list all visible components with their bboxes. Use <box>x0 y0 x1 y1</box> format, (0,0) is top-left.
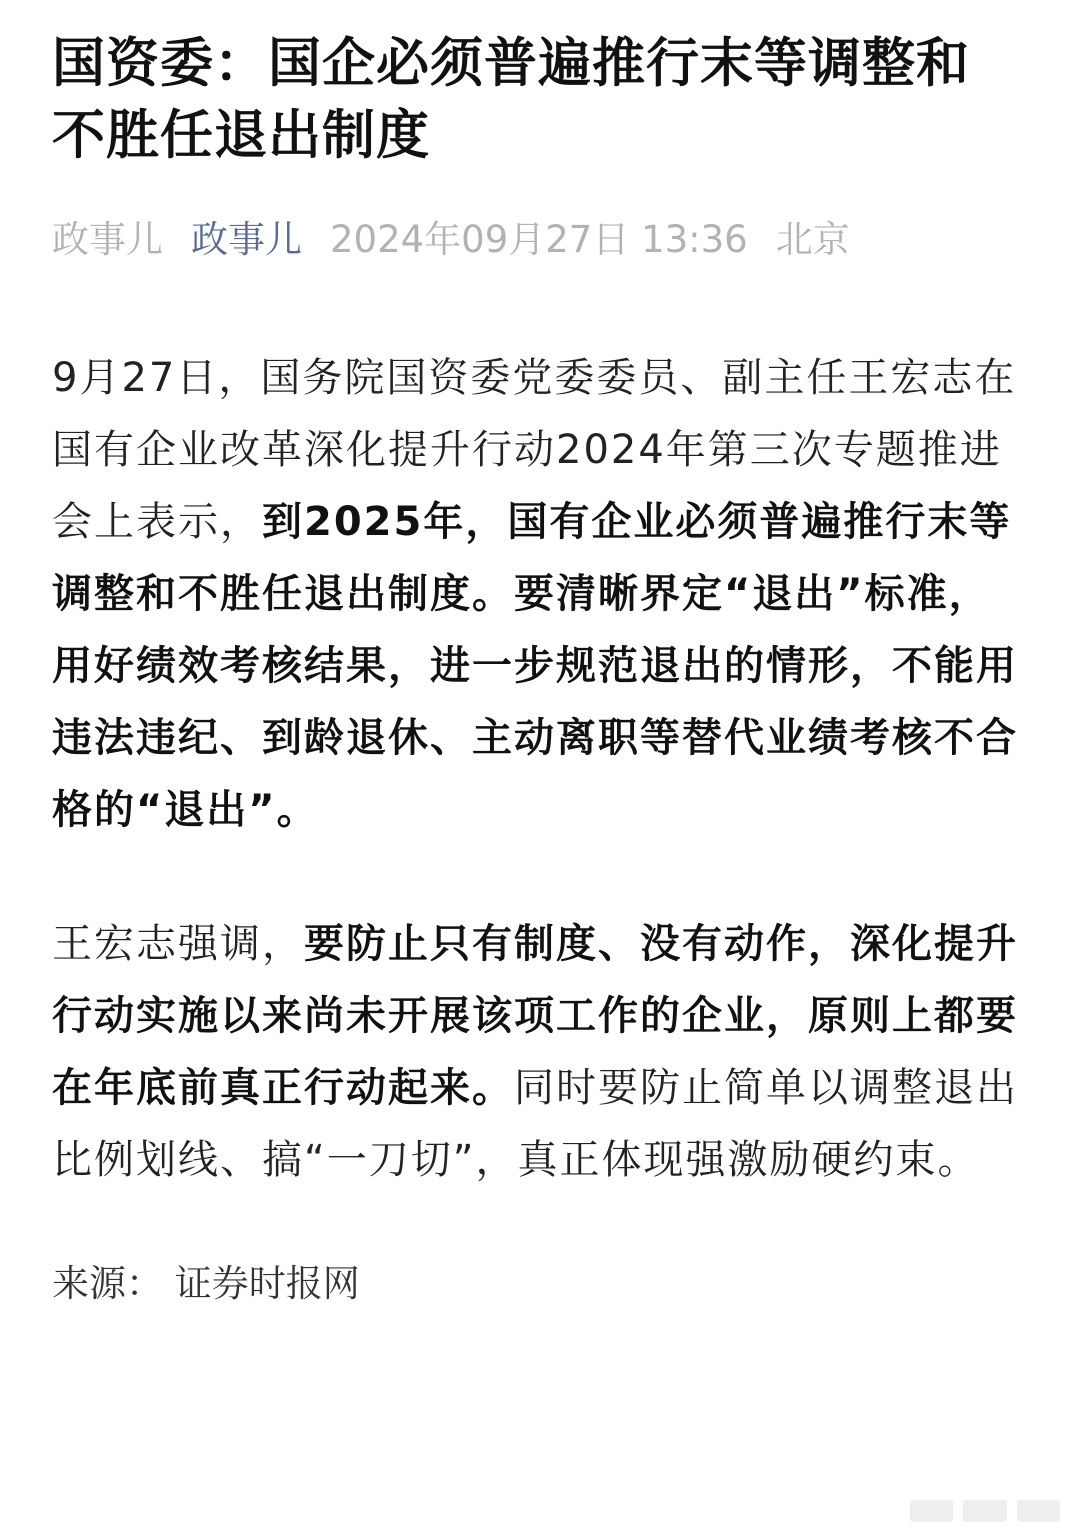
paragraph-1 <box>52 342 1030 846</box>
article-source: 来源： 证券时报网 <box>52 1262 360 1305</box>
paragraph-2-text-start: 王宏志强调， <box>52 921 304 967</box>
paragraph-2-bold: 要防止只有制度、没有动作，深化提升行动实施以来尚未开展该项工作的企业，原则上都要在年底前真正行动起来。 <box>52 921 1018 1111</box>
article-meta <box>52 214 1028 266</box>
publish-time: 2024年09月27日 13:36 <box>330 218 748 261</box>
author-link[interactable]: 政事儿 <box>191 218 302 261</box>
paragraph-2-text-end: 同时要防止简单以调整退出比例划线、搞“一刀切”，真正体现强激励硬约束。 <box>52 1065 1018 1183</box>
article-title: 国资委：国企必须普遍推行末等调整和不胜任退出制度 <box>52 33 970 166</box>
publish-location: 北京 <box>775 218 850 261</box>
paragraph-1-bold: 到2025年，国有企业必须普遍推行末等调整和不胜任退出制度。要清晰界定“退出”标准，用好绩效考核结果，进一步规范退出的情形，不能用违法违纪、到龄退休、主动离职等替代业绩考核不合格的“退出”。 <box>52 499 1018 833</box>
account-name: 政事儿 <box>52 218 163 261</box>
watermark-image <box>910 1500 1060 1522</box>
paragraph-2 <box>52 908 1030 1196</box>
paragraph-1-text: 9月27日，国务院国资委党委委员、副主任王宏志在国有企业改革深化提升行动2024年第三次专题推进会上表示， <box>52 355 1017 545</box>
